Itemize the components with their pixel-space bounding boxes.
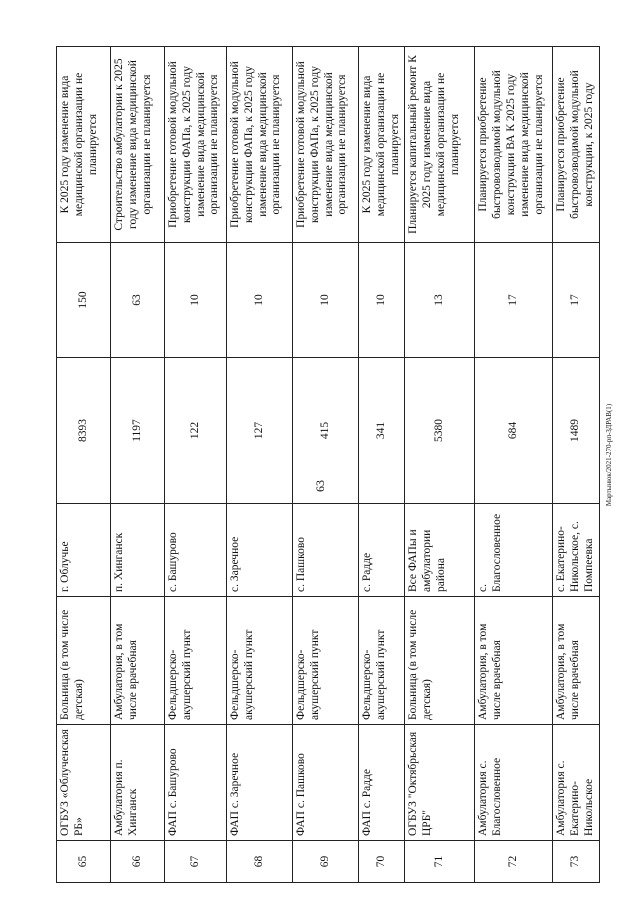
facility-type: Амбулатория, в том числе врачебная xyxy=(553,597,599,725)
distance-value: 10 xyxy=(359,243,405,358)
facilities-table-wrapper xyxy=(56,47,595,883)
table-body xyxy=(57,47,600,883)
population-count: 127 xyxy=(227,358,293,504)
document-footer-code: Мартынюк/2021-270-рп-ЗДРАВ(1) xyxy=(605,403,613,507)
distance-value: 150 xyxy=(57,243,111,358)
facility-type: Амбулатория, в том числе врачебная xyxy=(475,597,553,725)
distance-value: 13 xyxy=(405,243,475,358)
organization-name: ОГБУЗ «Облученская РБ» xyxy=(57,725,111,841)
organization-name: Амбулатория с. Екатерино-Никольское xyxy=(553,725,599,841)
settlement: п. Хинганск xyxy=(111,504,165,597)
plan-note: К 2025 году изменение вида медицинской организации не планируется xyxy=(57,47,111,243)
distance-value: 10 xyxy=(165,243,227,358)
row-number: 71 xyxy=(405,841,475,883)
settlement: с. Пашково xyxy=(293,504,359,597)
row-number: 73 xyxy=(553,841,599,883)
row-number: 67 xyxy=(165,841,227,883)
row-number: 66 xyxy=(111,841,165,883)
organization-name: ФАП с. Пашково xyxy=(293,725,359,841)
facility-type: Больница (в том числе детская) xyxy=(57,597,111,725)
organization-name: ФАП с. Башурово xyxy=(165,725,227,841)
population-count: 684 xyxy=(475,358,553,504)
table-row xyxy=(165,47,227,883)
population-count: 5380 xyxy=(405,358,475,504)
facility-type: Фельдшерско-акушерский пункт xyxy=(227,597,293,725)
population-count: 1197 xyxy=(111,358,165,504)
organization-name: Амбулатория с. Благословенное xyxy=(475,725,553,841)
distance-value: 10 xyxy=(293,243,359,358)
plan-note: Приобретение готовой модульной конструкции ФАПа, к 2025 году изменение вида медицинской организации не планируется xyxy=(227,47,293,243)
settlement: с. Заречное xyxy=(227,504,293,597)
distance-value: 17 xyxy=(553,243,599,358)
row-number: 70 xyxy=(359,841,405,883)
plan-note: Приобретение готовой модульной конструкции ФАПа, к 2025 году изменение вида медицинской организации не планируется xyxy=(293,47,359,243)
facility-type: Амбулатория, в том числе врачебная xyxy=(111,597,165,725)
settlement: с. Благословенное xyxy=(475,504,553,597)
plan-note: Строительство амбулатории к 2025 году изменение вида медицинской организации не планируется xyxy=(111,47,165,243)
table-row xyxy=(553,47,599,883)
table-row xyxy=(359,47,405,883)
row-number: 72 xyxy=(475,841,553,883)
row-number: 68 xyxy=(227,841,293,883)
settlement: с. Радде xyxy=(359,504,405,597)
distance-value: 17 xyxy=(475,243,553,358)
settlement: г. Облучье xyxy=(57,504,111,597)
table-row xyxy=(227,47,293,883)
page-number: 63 xyxy=(313,480,327,492)
plan-note: К 2025 году изменение вида медицинской организации не планируется xyxy=(359,47,405,243)
population-count: 341 xyxy=(359,358,405,504)
plan-note: Приобретение готовой модульной конструкции ФАПа, к 2025 году изменение вида медицинской организации не планируется xyxy=(165,47,227,243)
settlement: с. Башурово xyxy=(165,504,227,597)
organization-name: Амбулатория п. Хинганск xyxy=(111,725,165,841)
table-row xyxy=(293,47,359,883)
facility-type: Фельдшерско-акушерский пункт xyxy=(293,597,359,725)
organization-name: ОГБУЗ "Октябрьская ЦРБ" xyxy=(405,725,475,841)
organization-name: ФАП с. Радде xyxy=(359,725,405,841)
population-count: 122 xyxy=(165,358,227,504)
table-row xyxy=(405,47,475,883)
distance-value: 63 xyxy=(111,243,165,358)
table-row xyxy=(57,47,111,883)
settlement: Все ФАПы и амбулатории района xyxy=(405,504,475,597)
settlement: с. Екатерино-Никольское, с. Помпеевка xyxy=(553,504,599,597)
row-number: 69 xyxy=(293,841,359,883)
table-row xyxy=(475,47,553,883)
plan-note: Планируется капитальный ремонт К 2025 году изменение вида медицинской организации не планируется xyxy=(405,47,475,243)
population-count: 415 xyxy=(293,358,359,504)
facility-type: Больница (в том числе детская) xyxy=(405,597,475,725)
plan-note: Планируется приобретение быстровозводимой модульной конструкции ВА К 2025 году изменение вида медицинской организации не планируется xyxy=(475,47,553,243)
plan-note: Планируется приобретение быстровозводимой модульной конструкции, к 2025 году xyxy=(553,47,599,243)
organization-name: ФАП с. Заречное xyxy=(227,725,293,841)
facilities-table xyxy=(56,46,600,883)
row-number: 65 xyxy=(57,841,111,883)
population-count: 1489 xyxy=(553,358,599,504)
distance-value: 10 xyxy=(227,243,293,358)
facility-type: Фельдшерско-акушерский пункт xyxy=(359,597,405,725)
population-count: 8393 xyxy=(57,358,111,504)
facility-type: Фельдшерско-акушерский пункт xyxy=(165,597,227,725)
table-row xyxy=(111,47,165,883)
